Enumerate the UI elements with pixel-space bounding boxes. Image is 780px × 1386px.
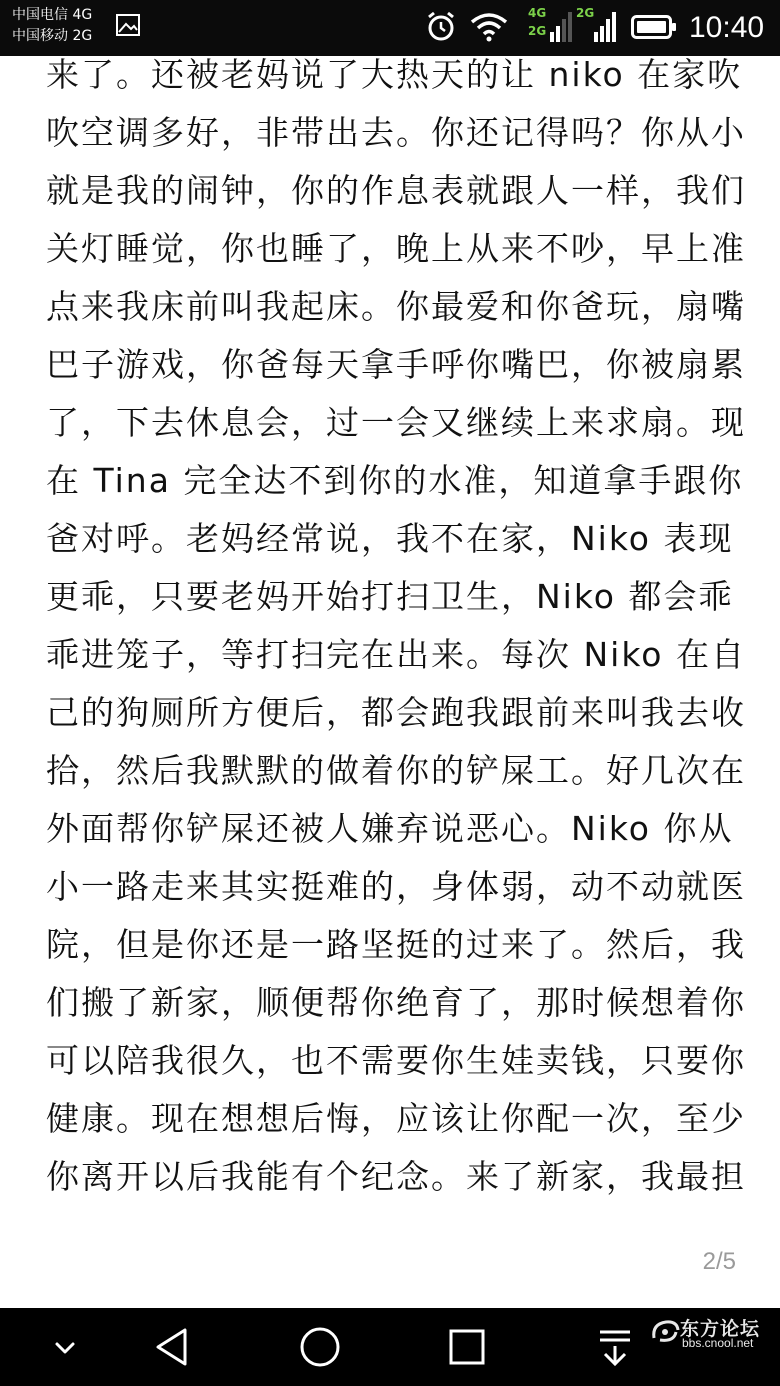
network-type-1: 4G <box>528 6 547 20</box>
chevron-down-icon[interactable] <box>40 1322 90 1372</box>
forum-logo-icon <box>650 1318 680 1344</box>
forum-watermark <box>650 1314 775 1354</box>
network-type-2: 2G <box>528 24 547 38</box>
carrier-info <box>12 5 92 47</box>
page-indicator: 2/5 <box>702 1248 736 1275</box>
battery-icon <box>631 15 677 39</box>
text-line: 健康。现在想想后悔，应该让你配一次，至少 <box>46 1099 746 1138</box>
wifi-icon <box>470 12 508 42</box>
text-line: 院，但是你还是一路坚挺的过来了。然后，我 <box>46 925 746 964</box>
carrier-1: 中国电信 4G <box>12 7 93 23</box>
status-time: 10:40 <box>689 11 765 44</box>
recents-icon[interactable] <box>442 1322 492 1372</box>
network-type-3: 2G <box>576 6 595 20</box>
carrier-2: 中国移动 2G <box>12 28 93 44</box>
watermark-url: bbs.cnool.net <box>682 1336 754 1350</box>
watermark-title: 东方论坛 <box>680 1318 761 1340</box>
text-line: 拾，然后我默默的做着你的铲屎工。好几次在 <box>46 751 746 790</box>
signal-icon <box>524 6 620 46</box>
text-line: 己的狗厕所方便后，都会跑我跟前来叫我去收 <box>46 693 746 732</box>
text-line: 点来我床前叫我起床。你最爱和你爸玩，扇嘴 <box>46 287 746 326</box>
text-line: 外面帮你铲屎还被人嫌弃说恶心。Niko 你从 <box>46 809 734 848</box>
text-body <box>46 56 746 1206</box>
text-line: 更乖，只要老妈开始打扫卫生，Niko 都会乖 <box>46 577 734 616</box>
text-line: 小一路走来其实挺难的，身体弱，动不动就医 <box>46 867 746 906</box>
image-icon <box>116 14 140 36</box>
text-line: 乖进笼子，等打扫完在出来。每次 Niko 在自 <box>46 635 746 674</box>
text-line: 吹空调多好，非带出去。你还记得吗？你从小 <box>46 113 746 152</box>
pull-down-icon[interactable] <box>590 1322 640 1372</box>
signal-bars-2-icon <box>594 10 618 42</box>
text-line: 就是我的闹钟，你的作息表就跟人一样，我们 <box>46 171 746 210</box>
text-line: 在 Tina 完全达不到你的水准，知道拿手跟你 <box>46 461 744 500</box>
signal-bars-1-icon <box>550 10 572 42</box>
text-line: 了，下去休息会，过一会又继续上来求扇。现 <box>46 403 746 442</box>
reader-page[interactable] <box>0 56 780 1308</box>
text-line: 们搬了新家，顺便帮你绝育了，那时候想着你 <box>46 983 746 1022</box>
alarm-icon <box>425 11 457 43</box>
text-line: 你离开以后我能有个纪念。来了新家，我最担 <box>46 1157 746 1196</box>
text-line: 巴子游戏，你爸每天拿手呼你嘴巴，你被扇累 <box>46 345 746 384</box>
text-line: 可以陪我很久，也不需要你生娃卖钱，只要你 <box>46 1041 746 1080</box>
home-icon[interactable] <box>295 1322 345 1372</box>
text-line: 关灯睡觉，你也睡了，晚上从来不吵，早上准 <box>46 229 746 268</box>
back-icon[interactable] <box>149 1322 199 1372</box>
text-line: 来了。还被老妈说了大热天的让 niko 在家吹 <box>46 55 743 94</box>
text-line: 爸对呼。老妈经常说，我不在家，Niko 表现 <box>46 519 734 558</box>
